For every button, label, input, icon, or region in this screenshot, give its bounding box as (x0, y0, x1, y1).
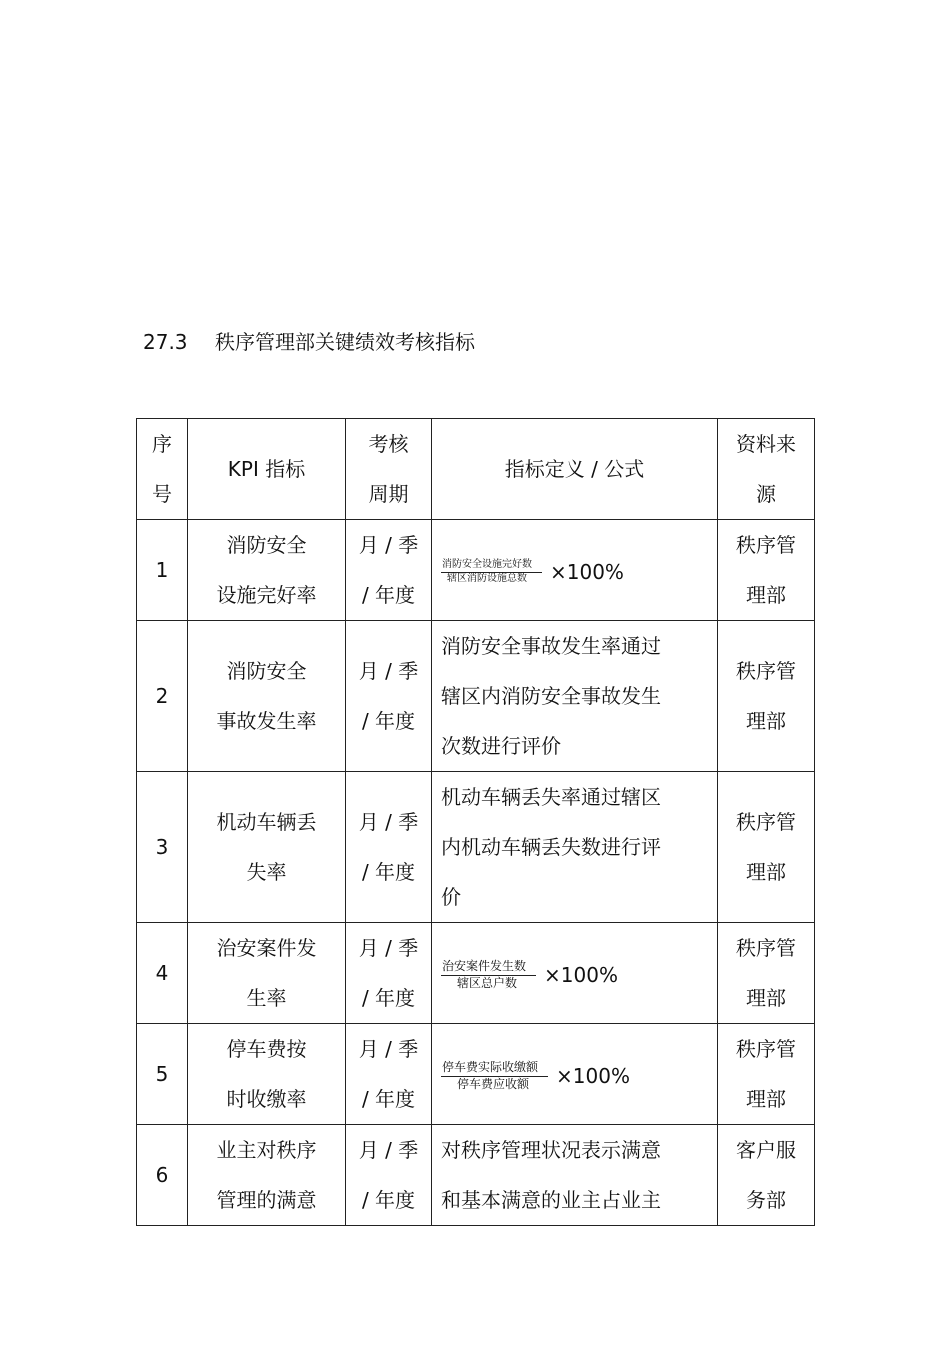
row-formula (432, 923, 718, 1024)
header-row (137, 419, 815, 520)
row-seq: 5 (137, 1024, 188, 1125)
row-seq: 3 (137, 772, 188, 923)
formula-multiplier: ×100% (544, 962, 618, 987)
kpi-table (136, 418, 815, 1226)
header-seq: 序 号 (137, 419, 188, 520)
formula-numerator: 治安案件发生数 (441, 959, 536, 976)
section-number: 27.3 (143, 330, 188, 354)
row-source: 秩序管 理部 (718, 772, 815, 923)
formula-fraction (441, 559, 624, 585)
row-kpi: 停车费按 时收缴率 (188, 1024, 346, 1125)
row-period: 月 / 季 / 年度 (346, 772, 432, 923)
row-source: 秩序管 理部 (718, 923, 815, 1024)
header-definition: 指标定义 / 公式 (432, 419, 718, 520)
table-row (137, 621, 815, 772)
row-formula (432, 520, 718, 621)
row-source: 秩序管 理部 (718, 1024, 815, 1125)
row-period: 月 / 季 / 年度 (346, 1024, 432, 1125)
row-seq: 4 (137, 923, 188, 1024)
table-row (137, 772, 815, 923)
row-seq: 1 (137, 520, 188, 621)
row-formula (432, 1024, 718, 1125)
row-period: 月 / 季 / 年度 (346, 520, 432, 621)
formula-denominator: 辖区总户数 (457, 975, 518, 990)
formula-multiplier: ×100% (550, 559, 624, 584)
row-source: 秩序管 理部 (718, 520, 815, 621)
formula-numerator: 停车费实际收缴额 (441, 1060, 548, 1077)
row-definition: 机动车辆丢失率通过辖区 内机动车辆丢失数进行评 价 (432, 772, 718, 923)
row-seq: 2 (137, 621, 188, 772)
row-period: 月 / 季 / 年度 (346, 923, 432, 1024)
row-kpi: 治安案件发 生率 (188, 923, 346, 1024)
table-row (137, 1024, 815, 1125)
header-kpi: KPI 指标 (188, 419, 346, 520)
row-seq: 6 (137, 1125, 188, 1226)
table-row (137, 520, 815, 621)
row-definition: 对秩序管理状况表示满意 和基本满意的业主占业主 (432, 1125, 718, 1226)
table-row (137, 923, 815, 1024)
header-source: 资料来 源 (718, 419, 815, 520)
row-period: 月 / 季 / 年度 (346, 621, 432, 772)
row-kpi: 消防安全 事故发生率 (188, 621, 346, 772)
formula-denominator: 停车费应收额 (457, 1076, 530, 1091)
row-definition: 消防安全事故发生率通过 辖区内消防安全事故发生 次数进行评价 (432, 621, 718, 772)
section-title: 秩序管理部关键绩效考核指标 (215, 330, 475, 354)
table-row (137, 1125, 815, 1226)
formula-numerator: 消防安全设施完好数 (441, 559, 542, 573)
formula-multiplier: ×100% (556, 1063, 630, 1088)
formula-denominator: 辖区消防设施总数 (447, 572, 527, 584)
row-kpi: 消防安全 设施完好率 (188, 520, 346, 621)
header-period: 考核 周期 (346, 419, 432, 520)
row-kpi: 机动车辆丢 失率 (188, 772, 346, 923)
row-source: 秩序管 理部 (718, 621, 815, 772)
formula-fraction (441, 959, 618, 991)
row-kpi: 业主对秩序 管理的满意 (188, 1125, 346, 1226)
formula-fraction (441, 1060, 630, 1092)
row-period: 月 / 季 / 年度 (346, 1125, 432, 1226)
row-source: 客户服 务部 (718, 1125, 815, 1226)
section-heading (143, 328, 475, 356)
